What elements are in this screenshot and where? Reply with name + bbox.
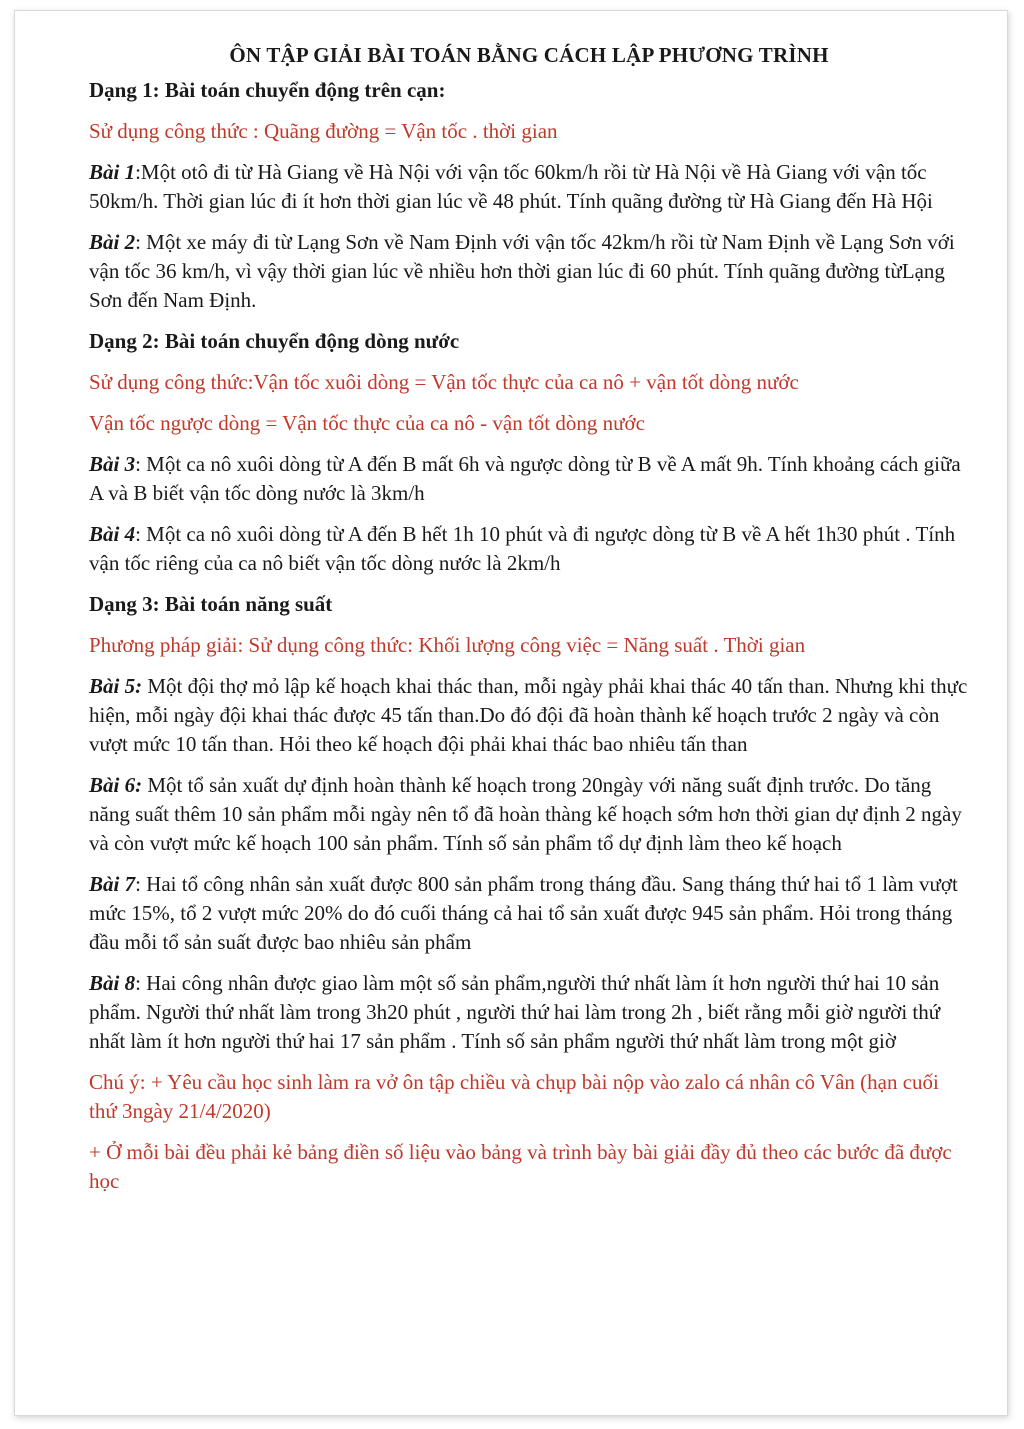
problem-4 [89, 520, 969, 578]
section-heading-2: Dạng 2: Bài toán chuyển động dòng nước [89, 329, 460, 353]
problem-text: : Hai tổ công nhân sản xuất được 800 sản phẩm trong tháng đầu. Sang tháng thứ hai tổ 1 làm vượt mức 15%, tổ 2 vượt mức 20% do đó cuối tháng cả hai tổ sản xuất được 945 sản phẩm. Hỏi trong tháng đầu mỗi tổ sản suất được bao nhiêu sản phẩm [89, 872, 958, 954]
document-content [89, 41, 969, 1208]
section-heading-1: Dạng 1: Bài toán chuyển động trên cạn: [89, 78, 446, 102]
problem-label: Bài 2 [89, 230, 136, 254]
problem-text: :Một otô đi từ Hà Giang về Hà Nội với vận tốc 60km/h rồi từ Hà Nội về Hà Giang với vận tốc 50km/h. Thời gian lúc đi ít hơn thời gian lúc về 48 phút. Tính quãng đường từ Hà Giang đến Hà Hội [89, 160, 933, 213]
problem-text: : Một ca nô xuôi dòng từ A đến B hết 1h 10 phút và đi ngược dòng từ B về A hết 1h30 phút . Tính vận tốc riêng của ca nô biết vận tốc dòng nước là 2km/h [89, 522, 956, 575]
problem-5 [89, 672, 969, 759]
formula-3: Phương pháp giải: Sử dụng công thức: Khối lượng công việc = Năng suất . Thời gian [89, 633, 806, 657]
problem-label: Bài 1 [89, 160, 136, 184]
problem-3 [89, 450, 969, 508]
problem-text: : Hai công nhân được giao làm một số sản phẩm,người thứ nhất làm ít hơn người thứ hai 10 sản phẩm. Người thứ nhất làm trong 3h20 phút , người thứ hai làm trong 2h , biết rằng mỗi giờ người thứ nhất làm ít hơn người thứ hai 17 sản phẩm . Tính số sản phẩm người thứ nhất làm trong một giờ [89, 971, 941, 1053]
formula-2a: Sử dụng công thức:Vận tốc xuôi dòng = Vận tốc thực của ca nô + vận tốt dòng nước [89, 370, 799, 394]
problem-label: Bài 5: [89, 674, 143, 698]
note-instructions: + Ở mỗi bài đều phải kẻ bảng điền số liệu vào bảng và trình bày bài giải đầy đủ theo các bước đã được học [89, 1140, 952, 1193]
problem-1 [89, 158, 969, 216]
document-page [14, 10, 1008, 1416]
problem-label: Bài 8 [89, 971, 136, 995]
problem-text: Một tổ sản xuất dự định hoàn thành kế hoạch trong 20ngày với năng suất định trước. Do tăng năng suất thêm 10 sản phẩm mỗi ngày nên tổ đã hoàn thàng kế hoạch sớm hơn thời gian dự định 2 ngày và còn vượt mức kế hoạch 100 sản phẩm. Tính số sản phẩm tổ dự định làm theo kế hoạch [89, 773, 962, 855]
problem-6 [89, 771, 969, 858]
problem-label: Bài 7 [89, 872, 136, 896]
note-deadline: Chú ý: + Yêu cầu học sinh làm ra vở ôn tập chiều và chụp bài nộp vào zalo cá nhân cô Vân (hạn cuối thứ 3ngày 21/4/2020) [89, 1070, 939, 1123]
problem-text: Một đội thợ mỏ lập kế hoạch khai thác than, mỗi ngày phải khai thác 40 tấn than. Nhưng khi thực hiện, mỗi ngày đội khai thác được 45 tấn than.Do đó đội đã hoàn thành kế hoạch trước 2 ngày và còn vượt mức 10 tấn than. Hỏi theo kế hoạch đội phải khai thác bao nhiêu tấn than [89, 674, 968, 756]
formula-2b: Vận tốc ngược dòng = Vận tốc thực của ca nô - vận tốt dòng nước [89, 411, 645, 435]
problem-8 [89, 969, 969, 1056]
section-heading-3: Dạng 3: Bài toán năng suất [89, 592, 333, 616]
problem-label: Bài 6: [89, 773, 143, 797]
problem-label: Bài 3 [89, 452, 136, 476]
problem-7 [89, 870, 969, 957]
page-title: ÔN TẬP GIẢI BÀI TOÁN BẰNG CÁCH LẬP PHƯƠNG TRÌNH [229, 43, 829, 67]
problem-text: : Một xe máy đi từ Lạng Sơn về Nam Định với vận tốc 42km/h rồi từ Nam Định về Lạng Sơn với vận tốc 36 km/h, vì vậy thời gian lúc về nhiều hơn thời gian lúc đi 60 phút. Tính quãng đường từLạng Sơn đến Nam Định. [89, 230, 955, 312]
problem-label: Bài 4 [89, 522, 136, 546]
problem-text: : Một ca nô xuôi dòng từ A đến B mất 6h và ngược dòng từ B về A mất 9h. Tính khoảng cách giữa A và B biết vận tốc dòng nước là 3km/h [89, 452, 961, 505]
problem-2 [89, 228, 969, 315]
formula-1: Sử dụng công thức : Quãng đường = Vận tốc . thời gian [89, 119, 558, 143]
